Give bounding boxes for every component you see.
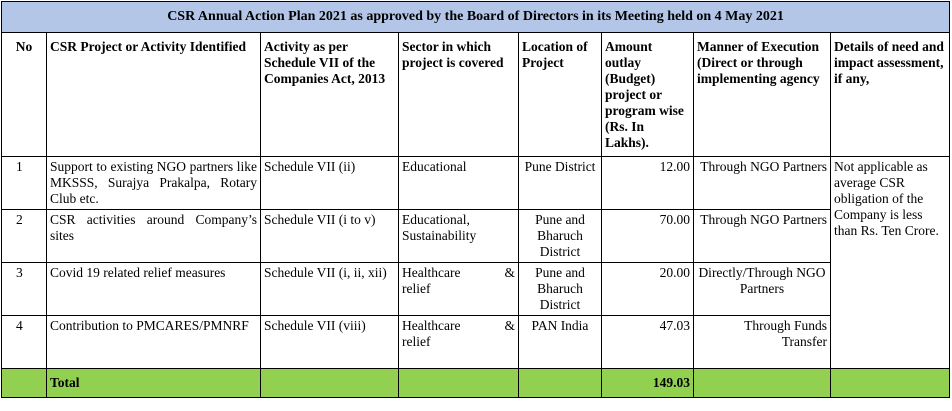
header-manner: Manner of Execution (Direct or through implementing agency [694,33,831,157]
row-activity: Schedule VII (viii) [261,316,399,369]
row-amount: 70.00 [602,210,694,263]
total-row [2,369,950,398]
header-no: No [2,33,47,157]
row-location: Pune and Bharuch District [519,210,602,263]
header-location: Location of Project [519,33,602,157]
row-amount: 20.00 [602,263,694,316]
row-no: 3 [2,263,47,316]
row-sector [399,210,519,263]
row-sector-relief: relief [402,334,431,349]
header-details: Details of need and impact assessment, if any, [831,33,950,157]
row-sector-text: Educational [402,159,467,174]
details-cell: Not applicable as average CSR obligation of the Company is less than Rs. Ten Crore. [831,157,950,369]
row-sector [399,263,519,316]
row-sector-text: Educational, Sustainability [402,212,477,243]
table-row [2,316,950,369]
total-blank [2,369,47,398]
header-project: CSR Project or Activity Identified [47,33,261,157]
row-manner: Through NGO Partners [694,210,831,263]
row-sector-relief: relief [402,281,431,296]
row-location: Pune and Bharuch District [519,263,602,316]
row-sector-text: Healthcare [402,265,461,280]
row-manner: Directly/Through NGO Partners [694,263,831,316]
row-sector [399,157,519,210]
header-activity: Activity as per Schedule VII of the Companies Act, 2013 [261,33,399,157]
total-label: Total [47,369,261,398]
row-location: Pune District [519,157,602,210]
row-project: Covid 19 related relief measures [47,263,261,316]
row-no: 1 [2,157,47,210]
header-sector: Sector in which project is covered [399,33,519,157]
table-row [2,157,950,210]
table-row [2,210,950,263]
title-row [2,2,950,33]
row-manner: Through Funds Transfer [694,316,831,369]
header-row [2,33,950,157]
row-sector [399,316,519,369]
row-amount: 47.03 [602,316,694,369]
total-amount: 149.03 [602,369,694,398]
header-amount: Amount outlay (Budget) project or program wise (Rs. In Lakhs). [602,33,694,157]
row-location: PAN India [519,316,602,369]
row-project: Support to existing NGO partners like MKSSS, Surajya Prakalpa, Rotary Club etc. [47,157,261,210]
row-activity: Schedule VII (ii) [261,157,399,210]
table-title: CSR Annual Action Plan 2021 as approved by the Board of Directors in its Meeting held on 4 May 2021 [2,2,950,33]
row-sector-amp: & [504,318,515,333]
row-project: Contribution to PMCARES/PMNRF [47,316,261,369]
table-row [2,263,950,316]
row-amount: 12.00 [602,157,694,210]
row-no: 2 [2,210,47,263]
row-activity: Schedule VII (i, ii, xii) [261,263,399,316]
row-sector-amp: & [504,265,515,280]
row-project: CSR activities around Company’s sites [47,210,261,263]
row-activity: Schedule VII (i to v) [261,210,399,263]
csr-action-plan-table [1,1,950,398]
row-sector-text: Healthcare [402,318,461,333]
row-no: 4 [2,316,47,369]
row-manner: Through NGO Partners [694,157,831,210]
